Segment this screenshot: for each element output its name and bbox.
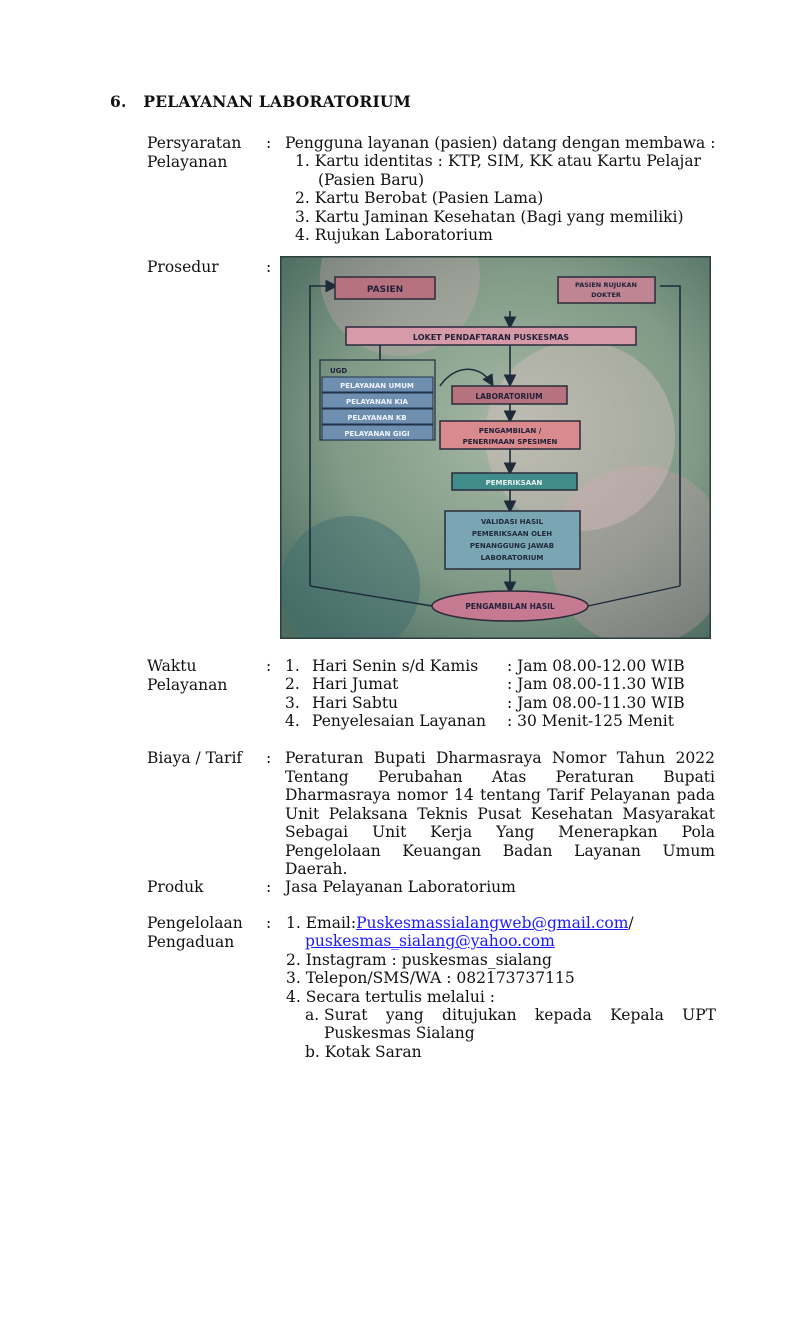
instagram-row: 2. Instagram : puskesmas_sialang (286, 950, 552, 969)
pengaduan-list (286, 914, 716, 1061)
telepon-row: 3. Telepon/SMS/WA : 082173737115 (286, 969, 575, 988)
sub-item-b: b. Kotak Saran (305, 1042, 422, 1061)
flow-rujukan-line2: DOKTER (591, 291, 621, 299)
list-item: 3. Kartu Jaminan Kesehatan (Bagi yang memiliki) (295, 207, 684, 226)
produk-value: Jasa Pelayanan Laboratorium (285, 878, 516, 896)
biaya-text: Peraturan Bupati Dharmasraya Nomor Tahun 2022 Tentang Perubahan Atas Peraturan Bupati Dharmasraya nomor 14 tentang Tarif Pelayanan pada Unit Pelaksana Teknis Pusat Kesehatan Masyarakat Sebagai Unit Kerja Yang Menerapkan Pola Pengelolaan Keuangan Badan Layanan Umum Daerah. (285, 749, 715, 878)
flow-validasi-line1: VALIDASI HASIL (480, 518, 544, 526)
schedule-row: 1. Hari Senin s/d Kamis : Jam 08.00-12.00 WIB (285, 657, 685, 675)
flow-hasil: PENGAMBILAN HASIL (465, 602, 555, 611)
sub-item-a-continuation: Puskesmas Sialang (324, 1024, 475, 1043)
prosedur-label: Prosedur (147, 258, 219, 276)
waktu-schedule (285, 657, 685, 730)
persyaratan-intro: Pengguna layanan (pasien) datang dengan membawa : (285, 134, 716, 152)
procedure-flowchart-photo (280, 256, 711, 639)
flow-loket: LOKET PENDAFTARAN PUSKESMAS (412, 333, 570, 342)
email-row-2 (286, 932, 716, 950)
colon: : (266, 914, 272, 932)
list-item-continuation: (Pasien Baru) (318, 170, 425, 189)
email-row: 1. Email:Puskesmassialangweb@gmail.com/ (286, 914, 634, 932)
sub-item-a: a. Surat yang ditujukan kepada Kepala UPT (305, 1006, 716, 1025)
flow-rujukan-line1: PASIEN RUJUKAN (575, 281, 637, 289)
colon: : (266, 749, 272, 767)
flow-validasi-line4: LABORATORIUM (480, 554, 544, 562)
flow-unit-gigi: PELAYANAN GIGI (344, 430, 410, 438)
flow-lab: LABORATORIUM (475, 392, 543, 401)
flow-periksa: PEMERIKSAAN (485, 479, 543, 487)
colon: : (266, 258, 272, 276)
flow-ambil-line1: PENGAMBILAN / (478, 427, 542, 435)
section-heading (110, 92, 411, 111)
schedule-row: 4. Penyelesaian Layanan : 30 Menit-125 Menit (285, 711, 674, 730)
list-item: 1. Kartu identitas : KTP, SIM, KK atau Kartu Pelajar (295, 152, 701, 170)
pengaduan-label: Pengelolaan Pengaduan (147, 914, 243, 951)
flow-validasi-line3: PENANGGUNG JAWAB (469, 542, 555, 550)
email-link-yahoo[interactable]: puskesmas_sialang@yahoo.com (305, 932, 555, 951)
flow-unit-umum: PELAYANAN UMUM (340, 382, 414, 390)
flow-pasien: PASIEN (366, 285, 404, 295)
schedule-row: 3. Hari Sabtu : Jam 08.00-11.30 WIB (285, 693, 685, 712)
produk-label: Produk (147, 878, 204, 896)
colon: : (266, 134, 272, 152)
section-number: 6. (110, 92, 127, 111)
flow-unit-kia: PELAYANAN KIA (346, 398, 408, 406)
biaya-label: Biaya / Tarif (147, 749, 243, 767)
persyaratan-list (295, 152, 701, 245)
tertulis-row: 4. Secara tertulis melalui : (286, 987, 495, 1006)
flow-ambil-line2: PENERIMAAN SPESIMEN (462, 438, 558, 446)
list-item: 2. Kartu Berobat (Pasien Lama) (295, 189, 544, 207)
colon: : (266, 878, 272, 896)
list-item: 4. Rujukan Laboratorium (295, 226, 493, 244)
waktu-label: Waktu Pelayanan (147, 657, 228, 694)
flow-validasi-line2: PEMERIKSAAN OLEH (471, 530, 553, 538)
colon: : (266, 657, 272, 675)
section-title: PELAYANAN LABORATORIUM (143, 92, 411, 111)
schedule-row: 2. Hari Jumat : Jam 08.00-11.30 WIB (285, 675, 685, 694)
flow-unit-ugd: UGD (330, 367, 348, 375)
persyaratan-label: Persyaratan Pelayanan (147, 134, 242, 171)
email-link-gmail[interactable]: Puskesmassialangweb@gmail.com (356, 914, 629, 932)
flow-unit-kb: PELAYANAN KB (347, 414, 407, 422)
